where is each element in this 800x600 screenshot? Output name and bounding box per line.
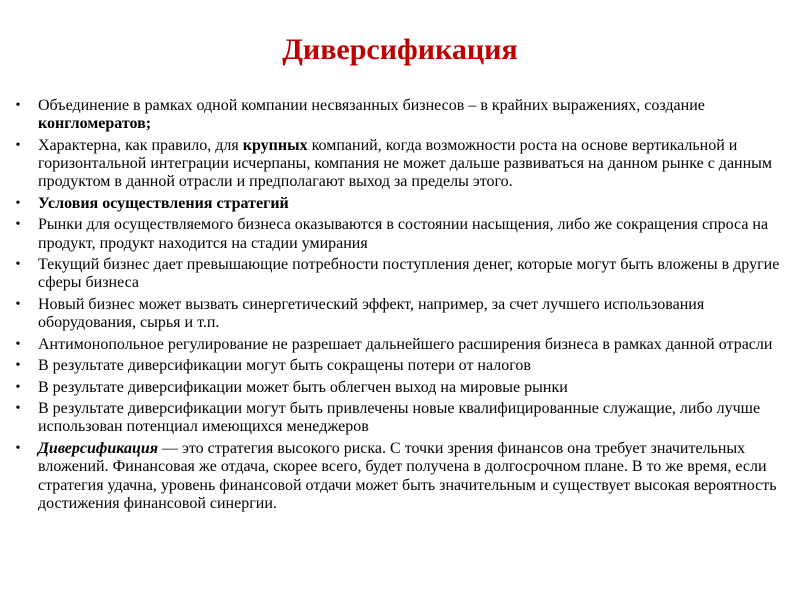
bullet-icon: • <box>15 217 21 233</box>
section-heading: Условия осуществления стратегий <box>38 194 289 212</box>
list-item <box>10 256 780 293</box>
list-item <box>10 296 780 333</box>
item-emphasis-text: Диверсификация <box>38 439 158 457</box>
item-text: Новый бизнес может вызвать синергетический эффект, например, за счет лучшего использования оборудования, сырья и т.п. <box>38 295 705 332</box>
item-text: В результате диверсификации могут быть привлечены новые квалифицированные служащие, либо лучше использован потенциал имеющихся менеджеров <box>38 400 761 436</box>
item-text: компаний, когда возможности роста на основе вертикальной и горизонтальной интеграции исчерпаны, компания не может дальше развиваться на данном рынке с данным продуктом в данной отрасли и предполагают выход за пределы этого. <box>38 136 773 191</box>
bullet-icon: • <box>15 358 21 374</box>
list-item <box>10 440 780 513</box>
item-bold-text: конгломератов; <box>38 115 152 133</box>
bullet-icon: • <box>15 98 21 113</box>
list-item <box>10 379 780 397</box>
item-text: Текущий бизнес дает превышающие потребности поступления денег, которые могут быть вложены в другие сферы бизнеса <box>38 256 780 292</box>
list-item <box>10 97 780 134</box>
list-item <box>10 195 780 213</box>
bullet-icon: • <box>15 379 21 395</box>
item-text: В результате диверсификации могут быть сокращены потери от налогов <box>38 357 531 375</box>
item-text: Антимонопольное регулирование не разрешает дальнейшего расширения бизнеса в рамках данной отрасли <box>38 335 773 353</box>
list-item <box>10 357 780 375</box>
item-bold-text: крупных <box>242 136 308 154</box>
item-text: Рынки для осуществляемого бизнеса оказываются в состоянии насыщения, либо же сокращения спроса на продукт, продукт находится на стадии умирания <box>38 216 769 252</box>
bullet-list <box>10 97 780 516</box>
item-text: В результате диверсификации может быть облегчен выход на мировые рынки <box>38 378 568 396</box>
item-text: Объединение в рамках одной компании несвязанных бизнесов – в крайних выражениях, создание <box>38 97 705 114</box>
list-item <box>10 216 780 253</box>
bullet-icon: • <box>15 257 21 273</box>
bullet-icon: • <box>15 137 21 153</box>
list-item <box>10 137 780 192</box>
bullet-icon: • <box>15 401 21 417</box>
item-text: Характерна, как правило, для <box>38 136 243 154</box>
bullet-icon: • <box>15 296 21 312</box>
bullet-icon: • <box>15 336 21 352</box>
bullet-icon: • <box>15 440 21 456</box>
item-text: — это стратегия высокого риска. С точки зрения финансов она требует значительных вложений. Финансовая же отдача, скорее всего, будет получена в долгосрочном плане. В то же время, если стратегия удачна, уровень финансовой отдачи может быть значительным и существует высокая вероятность достижения финансовой синергии. <box>38 439 777 512</box>
list-item <box>10 400 780 437</box>
bullet-icon: • <box>15 195 21 211</box>
slide-title: Диверсификация <box>282 33 518 66</box>
list-item <box>10 336 780 354</box>
